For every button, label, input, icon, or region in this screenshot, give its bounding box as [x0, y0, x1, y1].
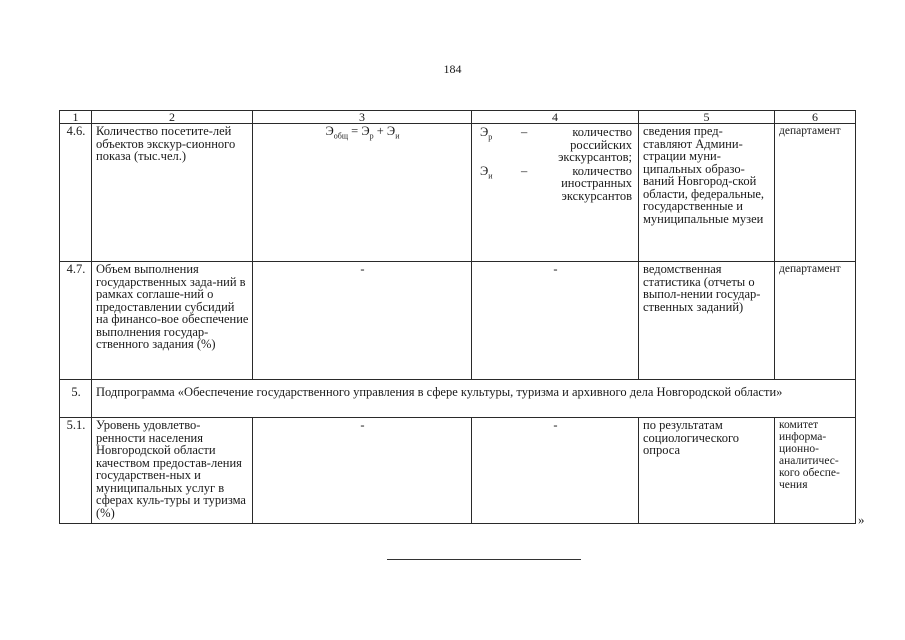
- page-number: 184: [443, 62, 462, 76]
- legend-item: [476, 164, 635, 203]
- indicator-name: Уровень удовлетво-ренности населения Новгородской области качеством предостав-ления государствен-ных и муниципальных услуг в сферах куль-туры и туризма (%): [92, 418, 253, 524]
- row-number: 5.: [60, 380, 92, 418]
- legend-description: количество иностранных экскурсантов: [561, 163, 632, 203]
- formula-legend: -: [472, 418, 639, 524]
- row-number: 5.1.: [60, 418, 92, 524]
- table-row-4-7: [60, 262, 856, 380]
- row-number: 4.7.: [60, 262, 92, 380]
- column-header-3: 3: [253, 111, 472, 124]
- indicator-name: Объем выполнения государственных зада-ний в рамках соглаше-ний о предоставлении субсидий на финансо-вое обеспечение выполнения государ-ственного задания (%): [92, 262, 253, 380]
- column-header-6: 6: [775, 111, 856, 124]
- column-number-row: [60, 111, 856, 124]
- column-header-2: 2: [92, 111, 253, 124]
- legend-dash: –: [521, 125, 528, 139]
- legend-symbol: $Э_р$: [480, 125, 493, 142]
- footer-divider: [387, 559, 581, 560]
- formula-term-2-sub: и: [395, 131, 400, 141]
- row-number: 4.6.: [60, 124, 92, 262]
- subprogram-title: Подпрограмма «Обеспечение государственного управления в сфере культуры, туризма и архивного дела Новгородской области»: [92, 380, 856, 418]
- data-source: сведения пред-ставляют Админи-страции муни-ципальных образо-ваний Новгород-ской области, федеральные, государственные и муниципальные музеи: [639, 124, 775, 262]
- legend-item: [476, 125, 635, 164]
- indicators-table: [59, 110, 856, 524]
- column-header-4: 4: [472, 111, 639, 124]
- formula-legend: [472, 124, 639, 262]
- formula-term-1: Э: [361, 124, 370, 138]
- formula-eq: =: [348, 124, 362, 138]
- column-header-5: 5: [639, 111, 775, 124]
- column-header-1: 1: [60, 111, 92, 124]
- formula-lhs-sub: общ: [333, 131, 349, 141]
- formula-legend: -: [472, 262, 639, 380]
- legend-table: [476, 125, 635, 202]
- formula-term-2: Э: [386, 124, 396, 138]
- formula-lhs: Э: [325, 124, 334, 138]
- data-source: по результатам социологического опроса: [639, 418, 775, 524]
- table-row-4-6: [60, 124, 856, 262]
- closing-quote: »: [858, 512, 865, 527]
- legend-dash: –: [521, 163, 528, 178]
- table-row-5: [60, 380, 856, 418]
- responsible-body: комитет информа-ционно-аналитичес-кого обеспе-чения: [775, 418, 856, 524]
- calculation-formula: -: [253, 418, 472, 524]
- legend-symbol: $Э_и$: [480, 163, 493, 180]
- responsible-body: департамент: [775, 124, 856, 262]
- formula-term-1-sub: р: [369, 131, 374, 141]
- indicator-name: Количество посетите-лей объектов экскур-сионного показа (тыс.чел.): [92, 124, 253, 262]
- calculation-formula: -: [253, 262, 472, 380]
- calculation-formula: [253, 124, 472, 262]
- formula-plus: +: [373, 124, 387, 138]
- legend-description: количество российских экскурсантов;: [558, 125, 632, 164]
- data-source: ведомственная статистика (отчеты о выпол-нении государ-ственных заданий): [639, 262, 775, 380]
- table-row-5-1: [60, 418, 856, 524]
- responsible-body: департамент: [775, 262, 856, 380]
